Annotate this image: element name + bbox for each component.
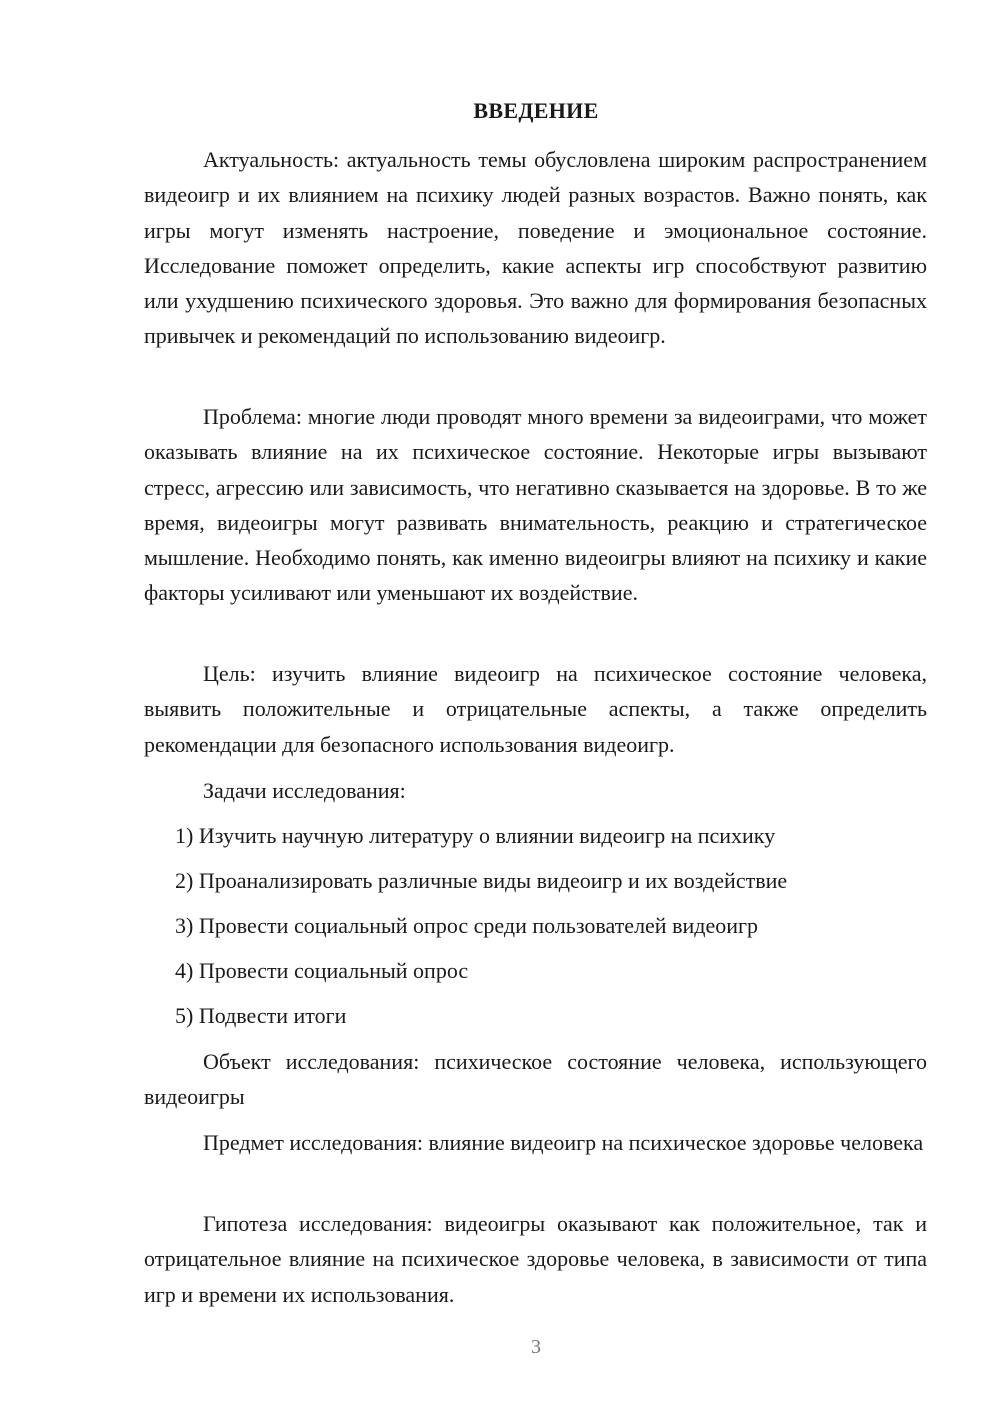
paragraph-object: Объект исследования: психическое состояние человека, использующего видеоигры	[144, 1049, 927, 1110]
task-item-5: 5) Подвести итоги	[175, 1003, 347, 1028]
paragraph-relevance: Актуальность: актуальность темы обусловлена широким распространением видеоигр и их влиянием на психику людей разных возрастов. Важно понять, как игры могут изменять настроение, поведение и эмоциональное состояние. Исследование поможет определить, какие аспекты игр способствуют развитию или ухудшению психического здоровья. Это важно для формирования безопасных привычек и рекомендаций по использованию видеоигр.	[144, 147, 927, 349]
tasks-heading: Задачи исследования:	[203, 778, 406, 803]
task-item-2: 2) Проанализировать различные виды видеоигр и их воздействие	[175, 868, 788, 893]
task-item-1: 1) Изучить научную литературу о влиянии видеоигр на психику	[175, 823, 776, 848]
page-title: ВВЕДЕНИЕ	[473, 98, 599, 123]
paragraph-hypothesis: Гипотеза исследования: видеоигры оказывают как положительное, так и отрицательное влияние на психическое здоровье человека, в зависимости от типа игр и времени их использования.	[144, 1211, 927, 1307]
paragraph-subject: Предмет исследования: влияние видеоигр на психическое здоровье человека	[203, 1130, 924, 1155]
paragraph-goal: Цель: изучить влияние видеоигр на психическое состояние человека, выявить положительные и отрицательные аспекты, а также определить рекомендации для безопасного использования видеоигр.	[144, 661, 927, 757]
task-item-4: 4) Провести социальный опрос	[175, 958, 469, 983]
page-number: 3	[531, 1336, 541, 1358]
task-item-3: 3) Провести социальный опрос среди пользователей видеоигр	[175, 913, 758, 938]
paragraph-problem: Проблема: многие люди проводят много времени за видеоиграми, что может оказывать влияние на их психическое состояние. Некоторые игры вызывают стресс, агрессию или зависимость, что негативно сказывается на здоровье. В то же время, видеоигры могут развивать внимательность, реакцию и стратегическое мышление. Необходимо понять, как именно видеоигры влияют на психику и какие факторы усиливают или уменьшают их воздействие.	[144, 404, 927, 606]
